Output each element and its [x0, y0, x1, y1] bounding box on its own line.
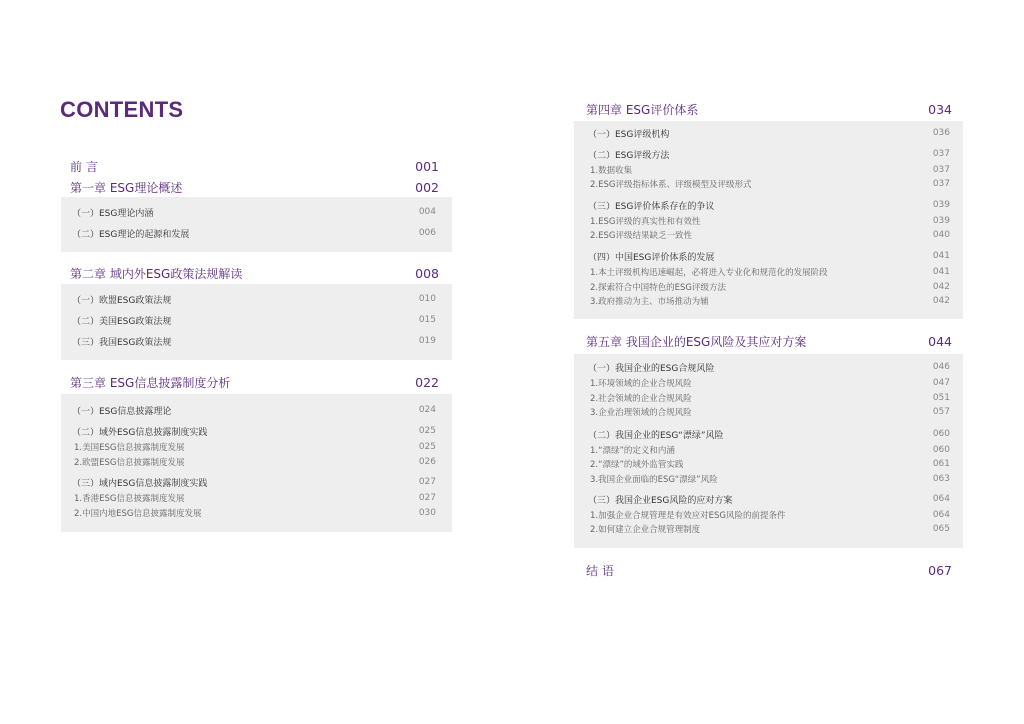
entry-label: 3.企业治理领域的合规风险	[590, 408, 692, 418]
entry-page: 046	[932, 362, 950, 372]
entry-label: （二）ESG评级方法	[588, 150, 670, 161]
toc-entry[interactable]	[588, 148, 950, 160]
toc-entry[interactable]	[588, 127, 950, 139]
toc-subentry[interactable]	[590, 444, 950, 456]
entry-page: 042	[932, 282, 950, 292]
entry-label: （一）欧盟ESG政策法规	[72, 295, 172, 306]
entry-label: 1.ESG评级的真实性和有效性	[590, 217, 701, 227]
chapter-page: 001	[415, 158, 439, 174]
entry-label: （四）中国ESG评价体系的发展	[588, 252, 715, 263]
chapter-page: 008	[415, 265, 439, 281]
entry-label: （三）我国ESG政策法规	[72, 337, 172, 348]
entry-label: 2.ESG评级指标体系、评级模型及评级形式	[590, 180, 752, 190]
toc-entry[interactable]	[72, 206, 436, 218]
toc-subentry[interactable]	[590, 406, 950, 418]
toc-chapter-2[interactable]	[70, 265, 439, 281]
entry-label: （一）ESG评级机构	[588, 129, 670, 140]
toc-entry[interactable]	[588, 250, 950, 262]
chapter-label: 第三章 ESG信息披露制度分析	[70, 375, 231, 390]
entry-label: 2.“漂绿”的域外监管实践	[590, 460, 684, 470]
toc-subentry[interactable]	[590, 458, 950, 470]
chapter-page: 002	[415, 179, 439, 195]
entry-page: 037	[932, 165, 950, 175]
toc-chapter-3[interactable]	[70, 374, 439, 390]
entry-page: 061	[932, 459, 950, 469]
entry-label: 1.“漂绿”的定义和内涵	[590, 446, 675, 456]
entry-label: 2.如何建立企业合规管理制度	[590, 525, 701, 535]
entry-label: 2.中国内地ESG信息披露制度发展	[74, 509, 202, 519]
toc-subentry[interactable]	[590, 523, 950, 535]
entry-page: 060	[932, 429, 950, 439]
entry-page: 027	[418, 477, 436, 487]
entry-page: 037	[932, 149, 950, 159]
chapter-label: 结 语	[586, 563, 614, 578]
toc-chapter-1[interactable]	[70, 179, 439, 195]
entry-label: 1.加强企业合规管理是有效应对ESG风险的前提条件	[590, 511, 786, 521]
contents-heading: CONTENTS	[60, 97, 184, 122]
toc-entry[interactable]	[72, 293, 436, 305]
entry-page: 030	[418, 508, 436, 518]
toc-subentry[interactable]	[590, 229, 950, 241]
entry-page: 064	[932, 510, 950, 520]
toc-entry[interactable]	[72, 227, 436, 239]
chapter-label: 第二章 域内外ESG政策法规解读	[70, 266, 243, 281]
entry-label: 1.本土评级机构迅速崛起，必将进入专业化和规范化的发展阶段	[590, 268, 828, 278]
entry-page: 026	[418, 457, 436, 467]
entry-page: 051	[932, 393, 950, 403]
toc-subentry[interactable]	[590, 509, 950, 521]
entry-page: 040	[932, 230, 950, 240]
toc-subentry[interactable]	[590, 178, 950, 190]
entry-label: （二）ESG理论的起源和发展	[72, 229, 190, 240]
entry-label: （一）ESG信息披露理论	[72, 406, 172, 417]
entry-page: 025	[418, 442, 436, 452]
toc-subentry[interactable]	[74, 441, 436, 453]
entry-label: （三）我国企业ESG风险的应对方案	[588, 495, 733, 506]
entry-page: 004	[418, 207, 436, 217]
toc-entry[interactable]	[72, 314, 436, 326]
entry-page: 065	[932, 524, 950, 534]
entry-page: 041	[932, 251, 950, 261]
entry-label: 2.探索符合中国特色的ESG评级方法	[590, 283, 726, 293]
toc-entry[interactable]	[72, 404, 436, 416]
entry-label: 2.欧盟ESG信息披露制度发展	[74, 458, 185, 468]
entry-page: 024	[418, 405, 436, 415]
chapter-page: 044	[928, 333, 952, 349]
entry-label: （二）我国企业的ESG“漂绿”风险	[588, 430, 724, 441]
chapter-label: 第四章 ESG评价体系	[586, 102, 699, 117]
toc-subentry[interactable]	[590, 266, 950, 278]
toc-chapter-4[interactable]	[586, 101, 952, 117]
entry-label: （二）域外ESG信息披露制度实践	[72, 427, 208, 438]
toc-subentry[interactable]	[74, 507, 436, 519]
chapter-label: 第五章 我国企业的ESG风险及其应对方案	[586, 334, 807, 349]
entry-label: （二）美国ESG政策法规	[72, 316, 172, 327]
toc-entry[interactable]	[588, 428, 950, 440]
entry-page: 015	[418, 315, 436, 325]
toc-subentry[interactable]	[590, 164, 950, 176]
toc-chapter-5[interactable]	[586, 333, 952, 349]
entry-label: 1.数据收集	[590, 166, 633, 176]
entry-page: 027	[418, 493, 436, 503]
toc-entry[interactable]	[588, 361, 950, 373]
entry-page: 025	[418, 426, 436, 436]
toc-subentry[interactable]	[590, 281, 950, 293]
entry-label: 1.美国ESG信息披露制度发展	[74, 443, 185, 453]
chapter-page: 034	[928, 101, 952, 117]
entry-page: 039	[932, 200, 950, 210]
toc-subentry[interactable]	[590, 377, 950, 389]
toc-subentry[interactable]	[74, 492, 436, 504]
entry-label: （一）我国企业的ESG合规风险	[588, 363, 715, 374]
entry-page: 010	[418, 294, 436, 304]
toc-entry[interactable]	[72, 425, 436, 437]
chapter-label: 第一章 ESG理论概述	[70, 180, 183, 195]
entry-page: 042	[932, 296, 950, 306]
entry-label: 2.社会领域的企业合规风险	[590, 394, 692, 404]
entry-label: 3.我国企业面临的ESG“漂绿”风险	[590, 475, 718, 485]
toc-subentry[interactable]	[590, 295, 950, 307]
entry-label: （三）域内ESG信息披露制度实践	[72, 478, 208, 489]
toc-subentry[interactable]	[590, 392, 950, 404]
entry-label: 1.环境领域的企业合规风险	[590, 379, 692, 389]
entry-page: 057	[932, 407, 950, 417]
toc-subentry[interactable]	[590, 215, 950, 227]
toc-subentry[interactable]	[590, 473, 950, 485]
toc-entry[interactable]	[72, 476, 436, 488]
entry-page: 064	[932, 494, 950, 504]
entry-label: 1.香港ESG信息披露制度发展	[74, 494, 185, 504]
toc-foreword[interactable]	[70, 158, 439, 174]
toc-entry[interactable]	[72, 335, 436, 347]
entry-page: 019	[418, 336, 436, 346]
entry-page: 039	[932, 216, 950, 226]
toc-conclusion[interactable]	[586, 562, 952, 578]
toc-entry[interactable]	[588, 199, 950, 211]
chapter-page: 022	[415, 374, 439, 390]
entry-page: 041	[932, 267, 950, 277]
entry-label: 3.政府推动为主、市场推动为辅	[590, 297, 709, 307]
chapter-page: 067	[928, 562, 952, 578]
entry-page: 006	[418, 228, 436, 238]
toc-entry[interactable]	[588, 493, 950, 505]
entry-page: 063	[932, 474, 950, 484]
chapter-label: 前 言	[70, 159, 98, 174]
entry-page: 037	[932, 179, 950, 189]
entry-label: （一）ESG理论内涵	[72, 208, 154, 219]
toc-subentry[interactable]	[74, 456, 436, 468]
entry-page: 060	[932, 445, 950, 455]
entry-page: 036	[932, 128, 950, 138]
entry-page: 047	[932, 378, 950, 388]
entry-label: 2.ESG评级结果缺乏一致性	[590, 231, 692, 241]
entry-label: （三）ESG评价体系存在的争议	[588, 201, 715, 212]
